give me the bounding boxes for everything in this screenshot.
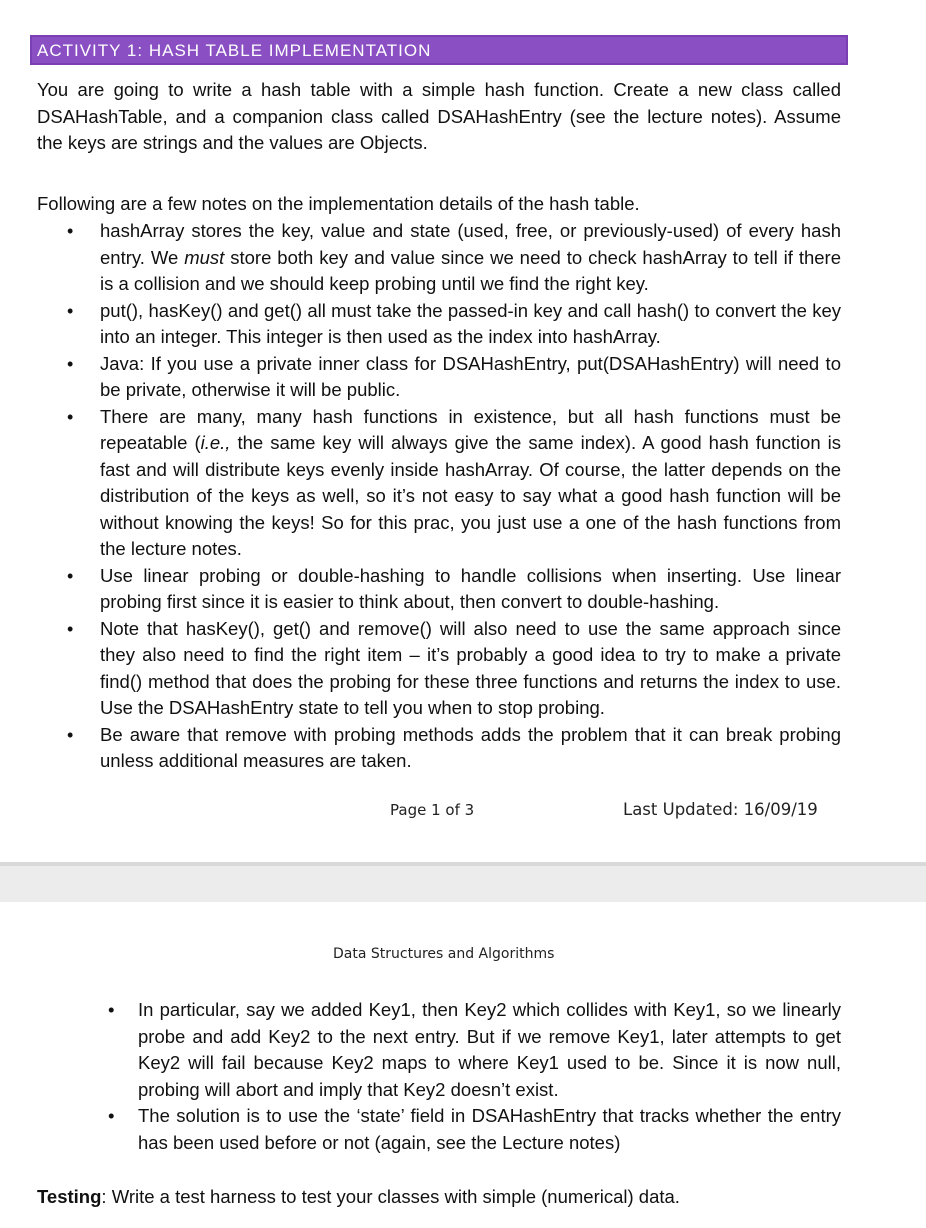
bullet-icon: •: [67, 565, 74, 586]
list-item: • Use linear probing or double-hashing to handle collisions when inserting. Use linear probing first since it is easier to think about, then convert to double-hashing.: [67, 564, 841, 612]
intro-paragraph: You are going to write a hash table with a simple hash function. Create a new class called DSAHashTable, and a companion class called DSAHashEntry (see the lecture notes). Assume the keys are strings and the values are Objects.: [37, 79, 841, 153]
list-item: • Java: If you use a private inner class for DSAHashEntry, put(DSAHashEntry) will need to be private, otherwise it will be public.: [67, 352, 841, 400]
page-break-shadow: [0, 862, 926, 866]
bullet-icon: •: [67, 221, 74, 241]
activity-title: ACTIVITY 1: HASH TABLE IMPLEMENTATION: [37, 41, 432, 60]
testing-label: Testing: [37, 1186, 102, 1207]
list-item: • put(), hasKey() and get() all must take the passed-in key and call hash() to convert the key into an integer. This integer is then used as the index into hashArray.: [67, 299, 841, 347]
bullet-icon: •: [67, 353, 74, 374]
list-item: • There are many, many hash functions in existence, but all hash functions must be repeatable (i.e., the same key will always give the same index). A good hash function is fast and will distribute keys evenly inside hashArray. Of course, the latter depends on the distribution of the keys as well, so it’s not easy to say what a good hash function will be without knowing the keys! So for this prac, you just use a one of the hash functions from the lecture notes.: [67, 405, 841, 559]
notes-list: [67, 218, 841, 775]
bullet-icon: •: [67, 300, 74, 321]
bullet-icon: •: [67, 406, 74, 427]
list-item: • hashArray stores the key, value and state (used, free, or previously-used) of every hash entry. We must store both key and value since we need to check hashArray to tell if there is a collision and we should keep probing until we find the right key.: [67, 220, 841, 294]
bullet-icon: •: [67, 618, 74, 639]
activity-banner: [30, 35, 848, 65]
list-item: • Be aware that remove with probing methods adds the problem that it can break probing unless additional measures are taken.: [67, 723, 841, 771]
page-number: Page 1 of 3: [390, 801, 475, 819]
list-item: • The solution is to use the ‘state’ field in DSAHashEntry that tracks whether the entry has been used before or not (again, see the Lecture notes): [108, 1105, 841, 1153]
notes-lead: Following are a few notes on the implementation details of the hash table.: [37, 193, 640, 214]
testing-paragraph: Testing: Write a test harness to test your classes with simple (numerical) data.: [37, 1186, 680, 1207]
running-header: Data Structures and Algorithms: [333, 946, 555, 962]
page2-list: [108, 997, 841, 1156]
bullet-icon: •: [108, 999, 115, 1020]
bullet-icon: •: [67, 724, 74, 745]
list-item: • Note that hasKey(), get() and remove() will also need to use the same approach since they also need to find the right item – it’s probably a good idea to try to make a private find() method that does the probing for these three functions and returns the index to use. Use the DSAHashEntry state to tell you when to stop probing.: [67, 617, 841, 718]
list-item: • In particular, say we added Key1, then Key2 which collides with Key1, so we linearly probe and add Key2 to the next entry. But if we remove Key1, later attempts to get Key2 will fail because Key2 maps to where Key1 used to be. Since it is now null, probing will abort and imply that Key2 doesn’t exist.: [108, 999, 841, 1100]
page-break: [0, 862, 926, 902]
bullet-icon: •: [108, 1105, 115, 1126]
last-updated: Last Updated: 16/09/19: [623, 800, 818, 819]
